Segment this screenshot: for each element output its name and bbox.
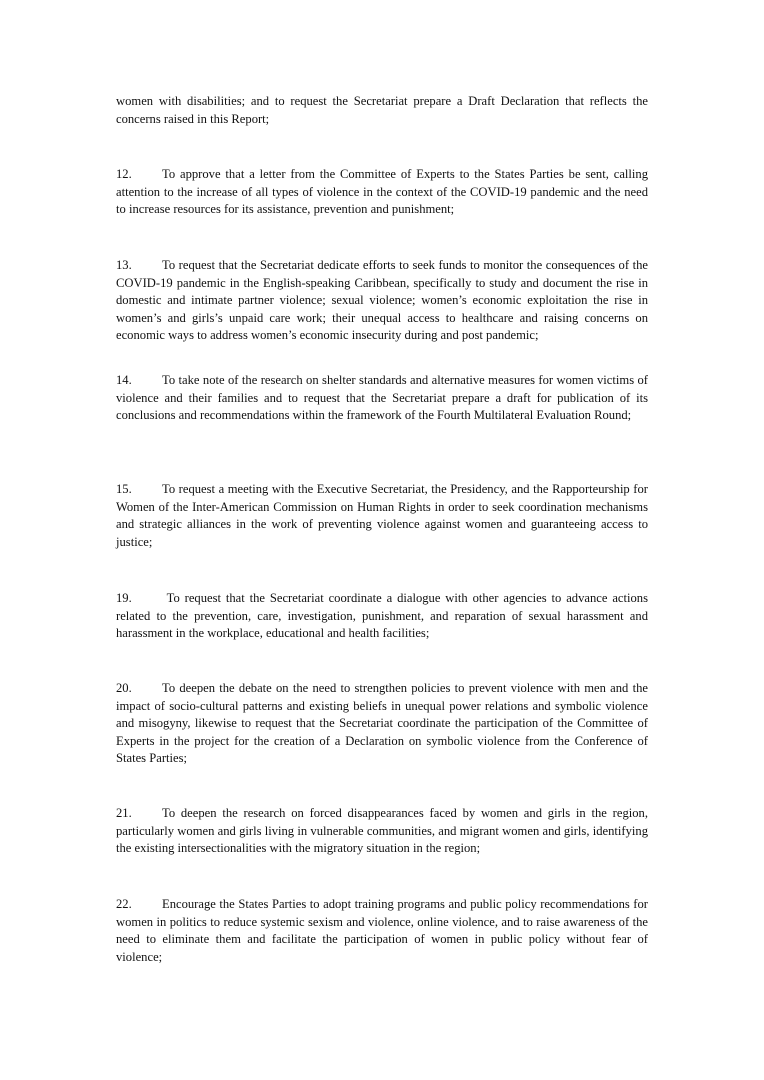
paragraph-number: 12. bbox=[116, 167, 132, 181]
paragraph-number: 13. bbox=[116, 258, 132, 272]
paragraph-text: To approve that a letter from the Committee of Experts to the States Parties be sent, calling attention to the increase of all types of violence in the context of the COVID-19 pandemic and the need to increase resources for its assistance, prevention and punishment; bbox=[116, 167, 648, 217]
paragraph-number: 15. bbox=[116, 482, 132, 496]
paragraph-14 bbox=[116, 372, 648, 425]
paragraph-number: 22. bbox=[116, 897, 132, 911]
paragraph-21 bbox=[116, 805, 648, 858]
paragraph-12 bbox=[116, 166, 648, 219]
paragraph-22 bbox=[116, 896, 648, 966]
paragraph-13 bbox=[116, 257, 648, 345]
paragraph-text: To deepen the debate on the need to strengthen policies to prevent violence with men and the impact of socio-cultural patterns and existing beliefs in unequal power relations and symbolic violence and misogyny, likewise to request that the Secretariat coordinate the participation of the Committee of Experts in the project for the creation of a Declaration on symbolic violence from the Conference of States Parties; bbox=[116, 681, 648, 766]
paragraph-text: Encourage the States Parties to adopt training programs and public policy recommendations for women in politics to reduce systemic sexism and violence, online violence, and to raise awareness of the need to eliminate them and facilitate the participation of women in public policy without fear of violence; bbox=[116, 897, 648, 964]
paragraph-20 bbox=[116, 680, 648, 768]
paragraph-text: To request a meeting with the Executive Secretariat, the Presidency, and the Rapporteurship for Women of the Inter-American Commission on Human Rights in order to seek coordination mechanisms and strategic alliances in the work of preventing violence against women and guaranteeing access to justice; bbox=[116, 482, 648, 549]
paragraph-number: 20. bbox=[116, 681, 132, 695]
paragraph-number: 21. bbox=[116, 806, 132, 820]
paragraph-text: To deepen the research on forced disappearances faced by women and girls in the region, particularly women and girls living in vulnerable communities, and migrant women and girls, identifying the existing intersectionalities with the migratory situation in the region; bbox=[116, 806, 648, 856]
paragraph-text: To take note of the research on shelter standards and alternative measures for women victims of violence and their families and to request that the Secretariat prepare a draft for publication of its conclusions and recommendations within the framework of the Fourth Multilateral Evaluation Round; bbox=[116, 373, 648, 423]
paragraph-continuation bbox=[116, 93, 648, 128]
paragraph-19 bbox=[116, 590, 648, 643]
paragraph-text: To request that the Secretariat dedicate efforts to seek funds to monitor the consequences of the COVID-19 pandemic in the English-speaking Caribbean, specifically to study and document the rise in domestic and intimate partner violence; sexual violence; women’s economic exploitation the rise in women’s and girls’s unpaid care work; their unequal access to healthcare and raising concerns on economic ways to address women’s economic insecurity during and post pandemic; bbox=[116, 258, 648, 343]
paragraph-number: 14. bbox=[116, 373, 132, 387]
paragraph-number: 19. bbox=[116, 591, 132, 605]
paragraph-15 bbox=[116, 481, 648, 551]
paragraph-text: women with disabilities; and to request the Secretariat prepare a Draft Declaration that reflects the concerns raised in this Report; bbox=[116, 94, 648, 126]
paragraph-text: To request that the Secretariat coordinate a dialogue with other agencies to advance actions related to the prevention, care, investigation, punishment, and reparation of sexual harassment and harassment in the workplace, educational and health facilities; bbox=[116, 591, 648, 641]
